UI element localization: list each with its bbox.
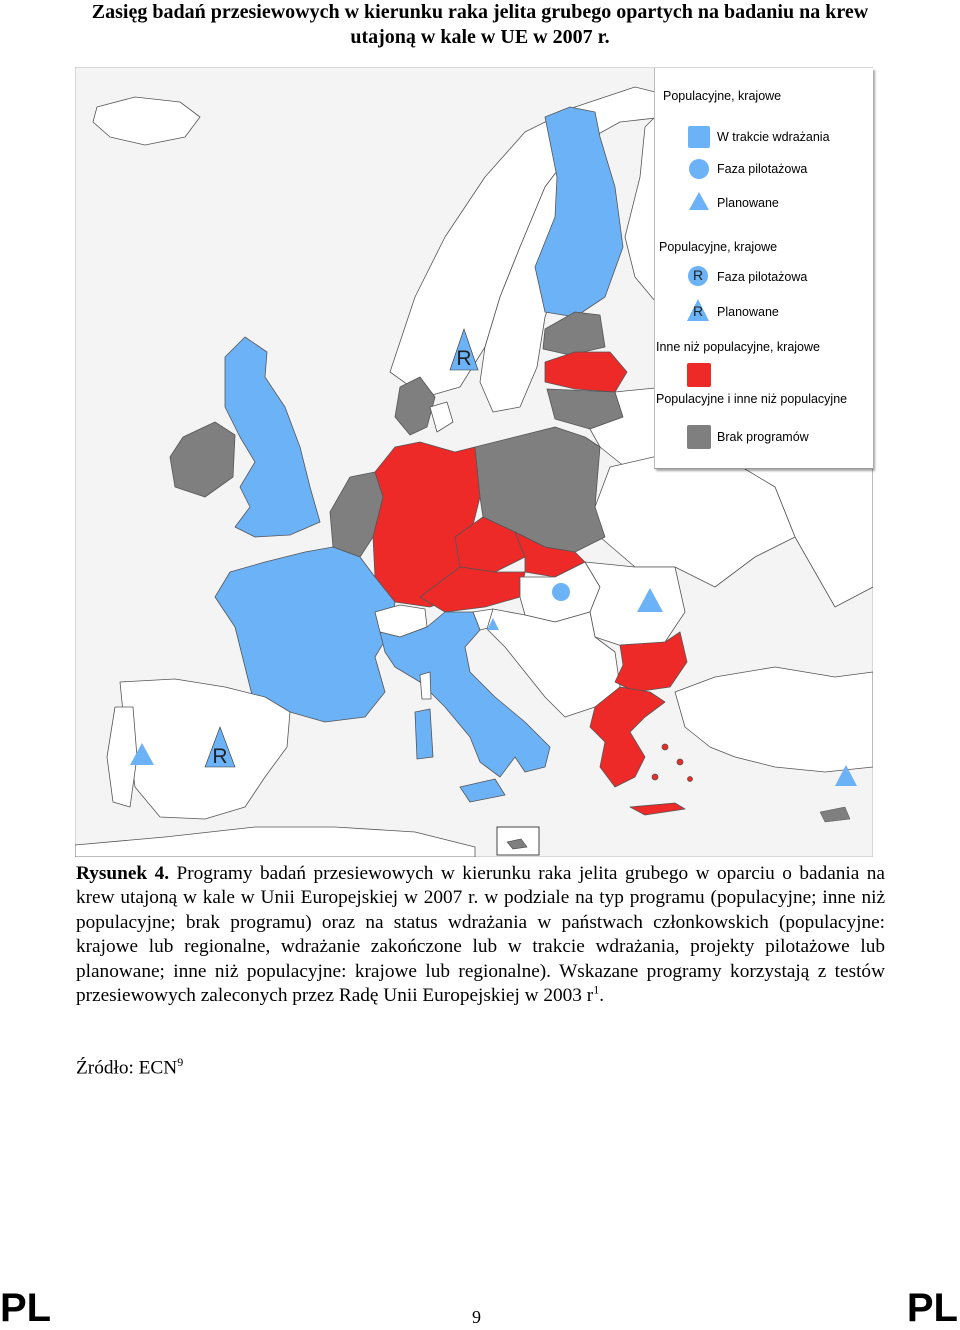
legend-none: Brak programów [717,430,809,444]
legend-other-national: Inne niż populacyjne, krajowe [656,340,820,354]
map-region-aegean-island [677,759,683,765]
caption-end: . [599,985,605,1007]
hungary-pilot-circle [552,583,570,601]
document-title: Zasięg badań przesiewowych w kierunku raka jelita grubego opartych na badaniu na krew utajoną w kale w UE w 2007 r. [91,1,869,48]
square-icon [688,126,710,148]
regional-circle-letter: R [692,267,704,283]
page-number: 9 [472,1307,481,1327]
caption-text: Programy badań przesiewowych w kierunku raka jelita grubego w oparciu o badania na krew utajoną w kale w Unii Europejskiej w 2007 r. w podziale na typ programu (populacyjne; inne niż populacyjne; brak programu) oraz na status wdrażania w państwach członkowskich (populacyjne: krajowe lub regionalne, wdrażanie zakończone lub w trakcie wdrażania, projekty pilotażowe lub planowane; inne niż populacyjne: krajowe lub regionalne). Wskazane programy korzystają z testów przesiewowych zaleconych przez Radę Unii Europejskiej w 2003 r [76,863,885,1007]
regional-triangle-letter: R [692,303,704,319]
legend-regional-pilot: Faza pilotażowa [717,270,808,284]
legend-pop-and-other: Populacyjne i inne niż populacyjne [656,392,848,406]
spain-r-label: R [212,745,228,768]
circle-icon [688,158,710,180]
source-text: Źródło: ECN [76,1057,178,1079]
map-region-sardinia [415,709,433,759]
source-note [76,1055,183,1079]
caption-label: Rysunek 4. [76,863,170,884]
sweden-r-label: R [456,347,472,370]
legend-heading-pop-national: Populacyjne, krajowe [663,89,782,103]
map-legend [654,68,873,469]
gray-square-icon [687,425,711,449]
map-region-romania [585,562,685,647]
legend-heading-pop-regional: Populacyjne, krajowe [659,240,778,254]
legend-planned: Planowane [717,196,779,210]
figure-caption [76,862,885,1008]
red-square-icon [687,363,711,387]
map-region-aegean-island [662,744,668,750]
map-region-aegean-island [652,774,658,780]
triangle-icon [689,192,709,210]
footer-lang-left: PL [0,1286,52,1330]
legend-pilot: Faza pilotażowa [717,162,808,176]
legend-regional-planned: Planowane [717,305,779,319]
regional-triangle-icon [687,299,709,321]
legend-in-progress: W trakcie wdrażania [717,130,830,144]
map-region-aegean-island [688,777,693,782]
map-region-corsica [420,672,431,699]
caption-footnote: 1 [593,982,600,997]
footer-lang-right: PL [906,1286,958,1330]
source-footnote: 9 [177,1055,184,1069]
regional-circle-icon [687,265,709,287]
